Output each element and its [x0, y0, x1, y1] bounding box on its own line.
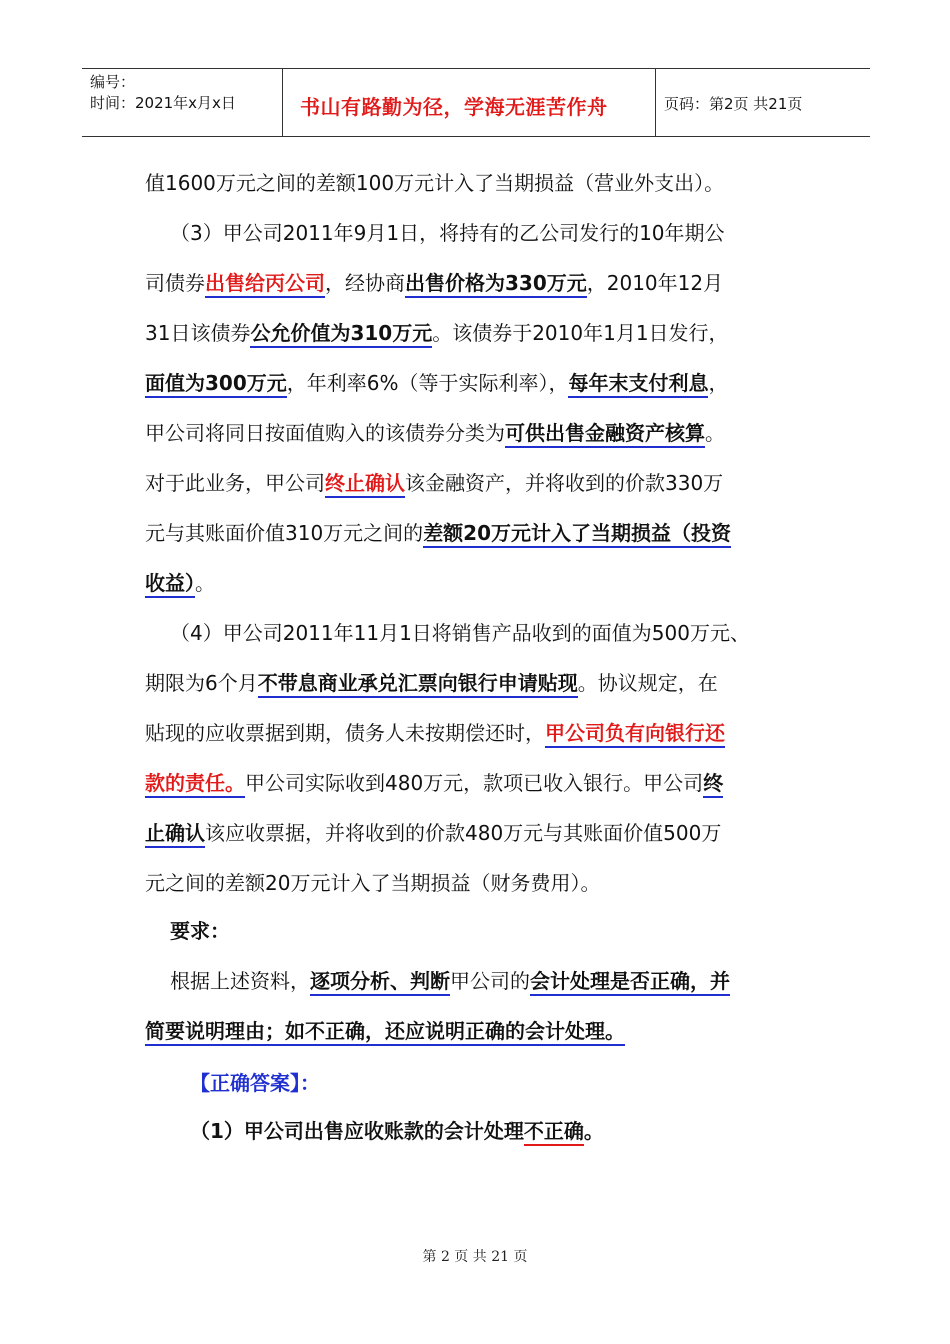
highlight-underline: 公允价值为310万元: [250, 321, 432, 348]
paragraph-line: [145, 718, 725, 748]
text-run: 。该债券于2010年1月1日发行，: [432, 321, 729, 345]
paragraph-line: [145, 468, 723, 498]
requirement-heading: 要求：: [170, 919, 230, 943]
header-motto: 书山有路勤为径，学海无涯苦作舟: [300, 95, 608, 119]
text-run: ，: [708, 371, 729, 395]
header-top-border: [82, 68, 870, 69]
text-run: ，经协商: [325, 271, 405, 295]
text-run: （1）甲公司出售应收账款的会计处理: [190, 1119, 524, 1143]
highlight-red: 出售给丙公司: [205, 271, 325, 298]
text-run: ，年利率6%（等于实际利率），: [286, 371, 569, 395]
paragraph-line: [145, 368, 728, 398]
header-divider-left: [282, 68, 283, 136]
highlight-underline: 每年末支付利息: [568, 371, 708, 398]
answer-line: [190, 1116, 604, 1146]
header-number-label: 编号：: [90, 73, 136, 91]
header-divider-right: [655, 68, 656, 136]
paragraph-line: 值1600万元之间的差额100万元计入了当期损益（营业外支出）。: [145, 171, 725, 195]
highlight-underline: 逐项分析、判断: [310, 969, 450, 996]
highlight-underline: 面值为300万元: [145, 371, 287, 398]
paragraph-line: [145, 568, 215, 598]
text-run: 。: [195, 571, 215, 595]
paragraph-line: 元之间的差额20万元计入了当期损益（财务费用）。: [145, 871, 601, 895]
highlight-underline: 可供出售金融资产核算: [505, 421, 705, 448]
highlight-underline: 止确认: [145, 821, 205, 848]
paragraph-line: [145, 818, 721, 848]
text-run: 甲公司实际收到480万元，款项已收入银行。甲公司: [245, 771, 704, 795]
paragraph-line: [170, 966, 730, 996]
highlight-underline: 简要说明理由；如不正确，还应说明正确的会计处理。: [145, 1019, 625, 1046]
highlight-underline: 差额20万元计入了当期损益（投资: [423, 521, 731, 548]
header-bottom-border: [82, 136, 870, 137]
highlight-red: 终止确认: [325, 471, 405, 498]
paragraph-line: （3）甲公司2011年9月1日，将持有的乙公司发行的10年期公: [170, 221, 725, 245]
text-run: 31日该债券: [145, 321, 251, 345]
header-page-info: 页码：第2页 共21页: [664, 95, 803, 113]
text-run: 甲公司将同日按面值购入的该债券分类为: [145, 421, 505, 445]
text-run: 元与其账面价值310万元之间的: [145, 521, 424, 545]
paragraph-line: [145, 668, 718, 698]
paragraph-line: [145, 318, 729, 348]
text-run: 。协议规定，在: [577, 671, 718, 695]
text-run: 对于此业务，甲公司: [145, 471, 325, 495]
paragraph-line: [145, 418, 725, 448]
paragraph-line: [145, 1016, 625, 1046]
highlight-underline: 终: [703, 771, 723, 798]
highlight-red-underline: 不正确: [524, 1119, 584, 1146]
paragraph-line: [145, 518, 731, 548]
text-run: 该金融资产，并将收到的价款330万: [405, 471, 724, 495]
highlight-underline: 会计处理是否正确，并: [530, 969, 730, 996]
highlight-underline: 收益）: [145, 571, 195, 598]
highlight-red: 款的责任。: [145, 771, 245, 798]
text-run: 期限为6个月: [145, 671, 258, 695]
text-run: ，2010年12月: [586, 271, 724, 295]
text-run: 根据上述资料，: [170, 969, 310, 993]
paragraph-line: （4）甲公司2011年11月1日将销售产品收到的面值为500万元、: [170, 621, 750, 645]
page-footer: 第 2 页 共 21 页: [422, 1249, 528, 1265]
paragraph-line: [145, 768, 723, 798]
highlight-underline: 出售价格为330万元: [405, 271, 587, 298]
text-run: 贴现的应收票据到期，债务人未按期偿还时，: [145, 721, 545, 745]
text-run: 该应收票据，并将收到的价款480万元与其账面价值500万: [205, 821, 722, 845]
text-run: 甲公司的: [450, 969, 530, 993]
text-run: 司债券: [145, 271, 205, 295]
answer-heading: 【正确答案】：: [190, 1071, 320, 1095]
paragraph-line: [145, 268, 723, 298]
text-run: 。: [705, 421, 725, 445]
header-time-label: 时间：2021年x月x日: [90, 94, 236, 112]
highlight-underline: 不带息商业承兑汇票向银行申请贴现: [258, 671, 578, 698]
text-run: 。: [583, 1119, 604, 1143]
highlight-red: 甲公司负有向银行还: [545, 721, 725, 748]
